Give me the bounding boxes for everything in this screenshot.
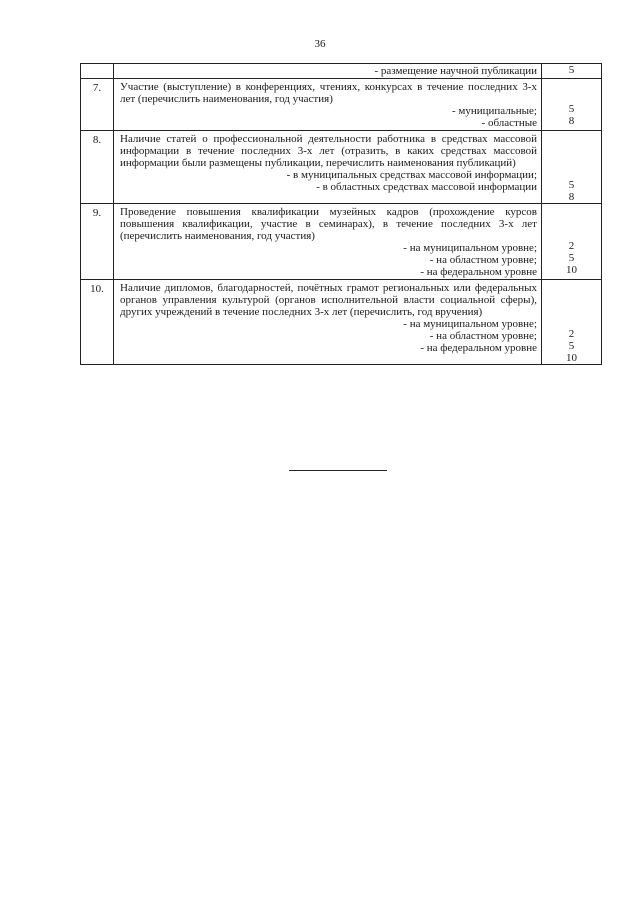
score-value: 5: [568, 340, 575, 352]
criterion-option: - на муниципальном уровне;: [403, 318, 537, 330]
criterion-cell: [114, 64, 542, 79]
criterion-option: - на федеральном уровне: [420, 266, 537, 278]
row-number: 10.: [81, 280, 114, 365]
criterion-cell: [114, 204, 542, 280]
score-cell: [542, 64, 602, 79]
criterion-option: - на областном уровне;: [429, 254, 537, 266]
criterion-option: - в муниципальных средствах массовой информации;: [286, 169, 537, 181]
criterion-option: - размещение научной публикации: [374, 65, 537, 77]
score-value: 5: [568, 179, 575, 191]
score-cell: [542, 131, 602, 204]
table-row: [81, 79, 602, 131]
criterion-description: Наличие статей о профессиональной деятельности работника в средствах массовой информации в течение последних 3-х лет (отразить, в каких средствах массовой информации были размещены публикации, перечислить наименования публикаций): [120, 133, 537, 169]
criteria-table: [80, 63, 602, 365]
table-row: [81, 204, 602, 280]
criterion-option: - на федеральном уровне: [420, 342, 537, 354]
score-value: 5: [568, 64, 575, 76]
score-value: 8: [568, 191, 575, 203]
criterion-cell: [114, 79, 542, 131]
criterion-option: - на муниципальном уровне;: [403, 242, 537, 254]
criterion-option: - в областных средствах массовой информации: [316, 181, 537, 193]
page-number: 36: [314, 38, 326, 50]
score-value: 2: [568, 240, 575, 252]
row-number: 8.: [81, 131, 114, 204]
score-cell: [542, 79, 602, 131]
score-value: 2: [568, 328, 575, 340]
row-number: 7.: [81, 79, 114, 131]
criterion-option: - на областном уровне;: [429, 330, 537, 342]
score-cell: [542, 204, 602, 280]
criterion-description: Наличие дипломов, благодарностей, почётных грамот региональных или федеральных органов управления культурой (органов исполнительной власти социальной сферы), других учреждений в течение последних 3-х лет (перечислить, год вручения): [120, 282, 537, 318]
criterion-description: Участие (выступление) в конференциях, чтениях, конкурсах в течение последних 3-х лет (перечислить наименования, год участия): [120, 81, 537, 105]
score-cell: [542, 280, 602, 365]
criterion-option: - областные: [481, 117, 537, 129]
score-value: 5: [568, 103, 575, 115]
closing-divider-line: [289, 470, 387, 471]
row-number: [81, 64, 114, 79]
criterion-option: - муниципальные;: [451, 105, 537, 117]
criterion-cell: [114, 131, 542, 204]
criterion-cell: [114, 280, 542, 365]
table-row: [81, 64, 602, 79]
table-row: [81, 280, 602, 365]
criterion-description: Проведение повышения квалификации музейных кадров (прохождение курсов повышения квалификации, участие в семинарах), в течение последних 3-х лет (перечислить наименования, год участия): [120, 206, 537, 242]
score-value: 5: [568, 252, 575, 264]
table-row: [81, 131, 602, 204]
score-value: 10: [566, 352, 577, 364]
score-value: 10: [566, 264, 577, 276]
score-value: 8: [568, 115, 575, 127]
row-number: 9.: [81, 204, 114, 280]
